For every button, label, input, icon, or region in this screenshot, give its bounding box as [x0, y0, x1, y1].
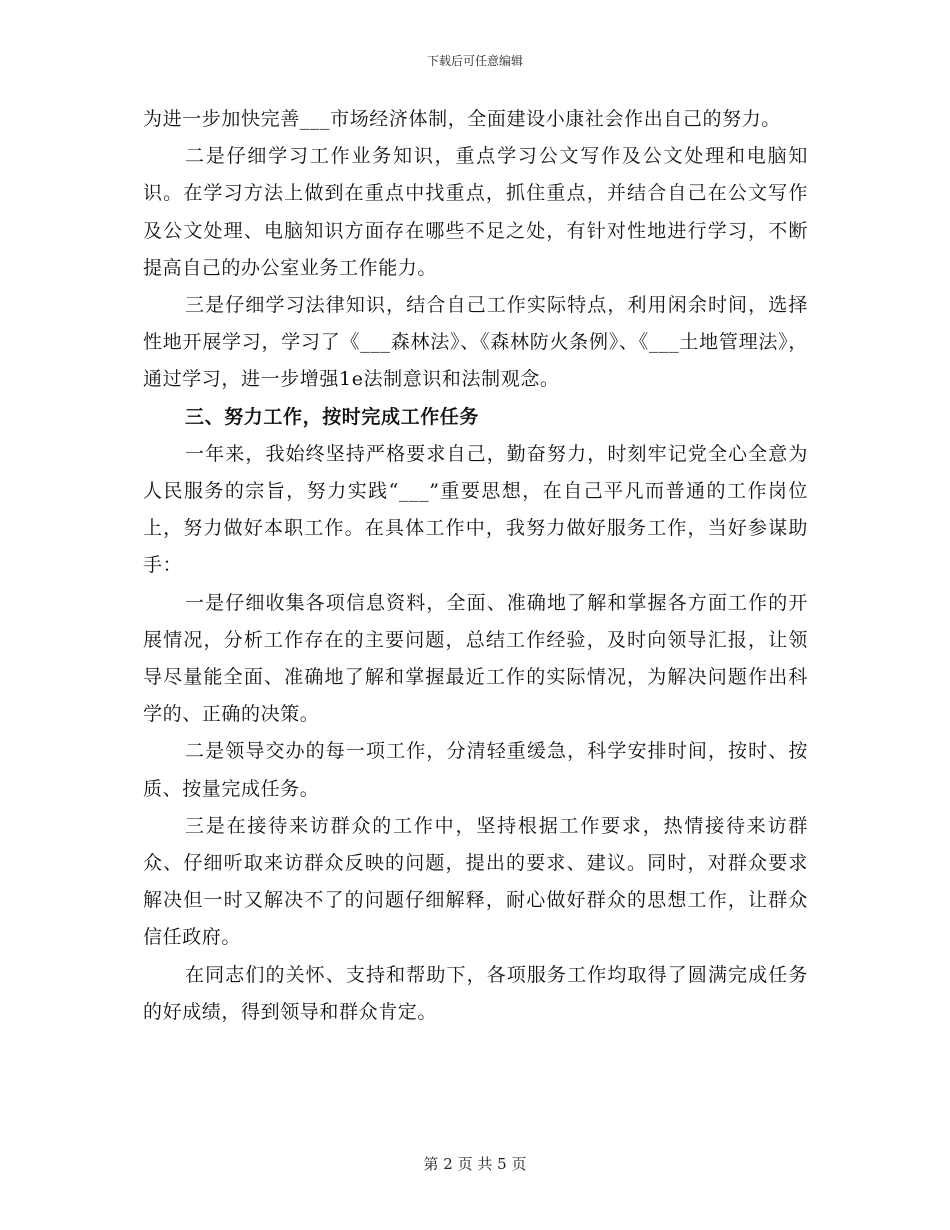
paragraph-assigned-work: 二是领导交办的每一项工作，分清轻重缓急，科学安排时间，按时、按质、按量完成任务。: [143, 740, 808, 800]
document-body: [143, 101, 808, 1031]
paragraph-study-business: 二是仔细学习工作业务知识，重点学习公文写作及公文处理和电脑知识。在学习方法上做到在重点中找重点，抓住重点，并结合自己在公文写作及公文处理、电脑知识方面存在哪些不足之处，有针对性地进行学习，不断提高自己的办公室业务工作能力。: [143, 145, 808, 279]
paragraph-collect-info: 一是仔细收集各项信息资料，全面、准确地了解和掌握各方面工作的开展情况，分析工作存在的主要问题，总结工作经验，及时向领导汇报，让领导尽量能全面、准确地了解和掌握最近工作的实际情况，为解决问题作出科学的、正确的决策。: [143, 591, 808, 726]
paragraph-continuation: 为进一步加快完善___市场经济体制，全面建设小康社会作出自己的努力。: [143, 108, 781, 130]
page-number: 第 2 页 共 5 页: [423, 1155, 527, 1173]
paragraph-visitors: 三是在接待来访群众的工作中，坚持根据工作要求，热情接待来访群众、仔细听取来访群众反映的问题，提出的要求、建议。同时，对群众要求解决但一时又解决不了的问题仔细解释，耐心做好群众的思想工作，让群众信任政府。: [143, 814, 808, 949]
section-heading: 三、努力工作，按时完成工作任务: [185, 405, 480, 428]
paragraph-study-law: 三是仔细学习法律知识，结合自己工作实际特点，利用闲余时间，选择性地开展学习，学习了《___森林法》、《森林防火条例》、《___土地管理法》，通过学习，进一步增强1e法制意识和法制观念。: [143, 294, 808, 391]
paragraph-conclusion: 在同志们的关怀、支持和帮助下，各项服务工作均取得了圆满完成任务的好成绩，得到领导和群众肯定。: [143, 963, 808, 1023]
paragraph-overview: 一年来，我始终坚持严格要求自己，勤奋努力，时刻牢记党全心全意为人民服务的宗旨，努力实践“___”重要思想，在自己平凡而普通的工作岗位上，努力做好本职工作。在具体工作中，我努力做好服务工作，当好参谋助手：: [143, 442, 808, 577]
page-header: 下载后可任意编辑: [426, 54, 523, 68]
